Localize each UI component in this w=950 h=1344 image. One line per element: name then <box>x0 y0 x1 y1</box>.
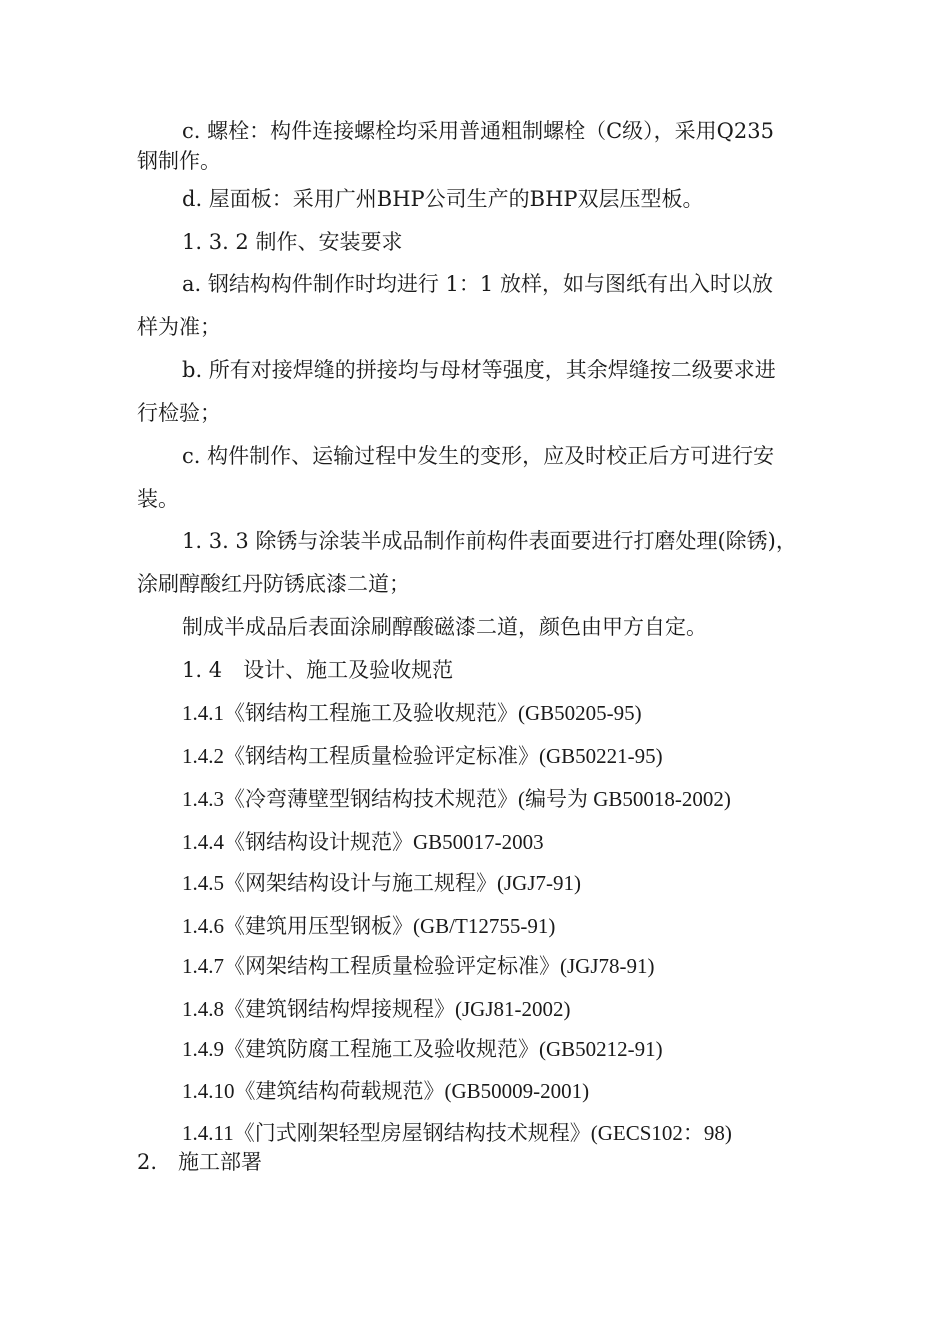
paragraph-finish-coat: 制成半成品后表面涂刷醇酸磁漆二道，颜色由甲方自定。 <box>182 615 707 639</box>
paragraph-bolt-line-2: 钢制作。 <box>137 149 221 173</box>
reference-item: 1.4.9《建筑防腐工程施工及验收规范》(GB50212-91) <box>182 1037 663 1061</box>
paragraph-a-line-2: 样为准； <box>137 315 221 339</box>
reference-item: 1.4.3《冷弯薄壁型钢结构技术规范》(编号为 GB50018-2002) <box>182 787 731 811</box>
paragraph-1-3-3-line-1: 1. 3. 3 除锈与涂装半成品制作前构件表面要进行打磨处理(除锈)， <box>182 529 797 553</box>
paragraph-c-line-2: 装。 <box>137 487 179 511</box>
paragraph-1-3-3-line-2: 涂刷醇酸红丹防锈底漆二道； <box>137 572 410 596</box>
heading-1-3-2: 1. 3. 2 制作、安装要求 <box>182 230 403 254</box>
paragraph-b-line-1: b. 所有对接焊缝的拼接均与母材等强度，其余焊缝按二级要求进 <box>182 358 776 382</box>
reference-item: 1.4.5《网架结构设计与施工规程》(JGJ7-91) <box>182 871 581 895</box>
paragraph-bolt-line-1: c. 螺栓：构件连接螺栓均采用普通粗制螺栓（C级），采用Q235 <box>182 119 774 143</box>
reference-item: 1.4.8《建筑钢结构焊接规程》(JGJ81-2002) <box>182 997 571 1021</box>
paragraph-b-line-2: 行检验； <box>137 401 221 425</box>
reference-item: 1.4.7《网架结构工程质量检验评定标准》(JGJ78-91) <box>182 954 655 978</box>
reference-item: 1.4.4《钢结构设计规范》GB50017-2003 <box>182 830 544 854</box>
reference-item: 1.4.11《门式刚架轻型房屋钢结构技术规程》(GECS102：98) <box>182 1121 732 1145</box>
paragraph-roof-panel: d. 屋面板：采用广州BHP公司生产的BHP双层压型板。 <box>182 187 704 211</box>
section-heading-2: 2. 施工部署 <box>137 1150 263 1174</box>
heading-1-4: 1. 4 设计、施工及验收规范 <box>182 658 454 682</box>
paragraph-a-line-1: a. 钢结构构件制作时均进行 1：1 放样，如与图纸有出入时以放 <box>182 272 773 296</box>
reference-item: 1.4.10《建筑结构荷载规范》(GB50009-2001) <box>182 1079 590 1103</box>
paragraph-c-line-1: c. 构件制作、运输过程中发生的变形，应及时校正后方可进行安 <box>182 444 775 468</box>
reference-item: 1.4.1《钢结构工程施工及验收规范》(GB50205-95) <box>182 701 642 725</box>
reference-item: 1.4.6《建筑用压型钢板》(GB/T12755-91) <box>182 914 556 938</box>
reference-item: 1.4.2《钢结构工程质量检验评定标准》(GB50221-95) <box>182 744 663 768</box>
